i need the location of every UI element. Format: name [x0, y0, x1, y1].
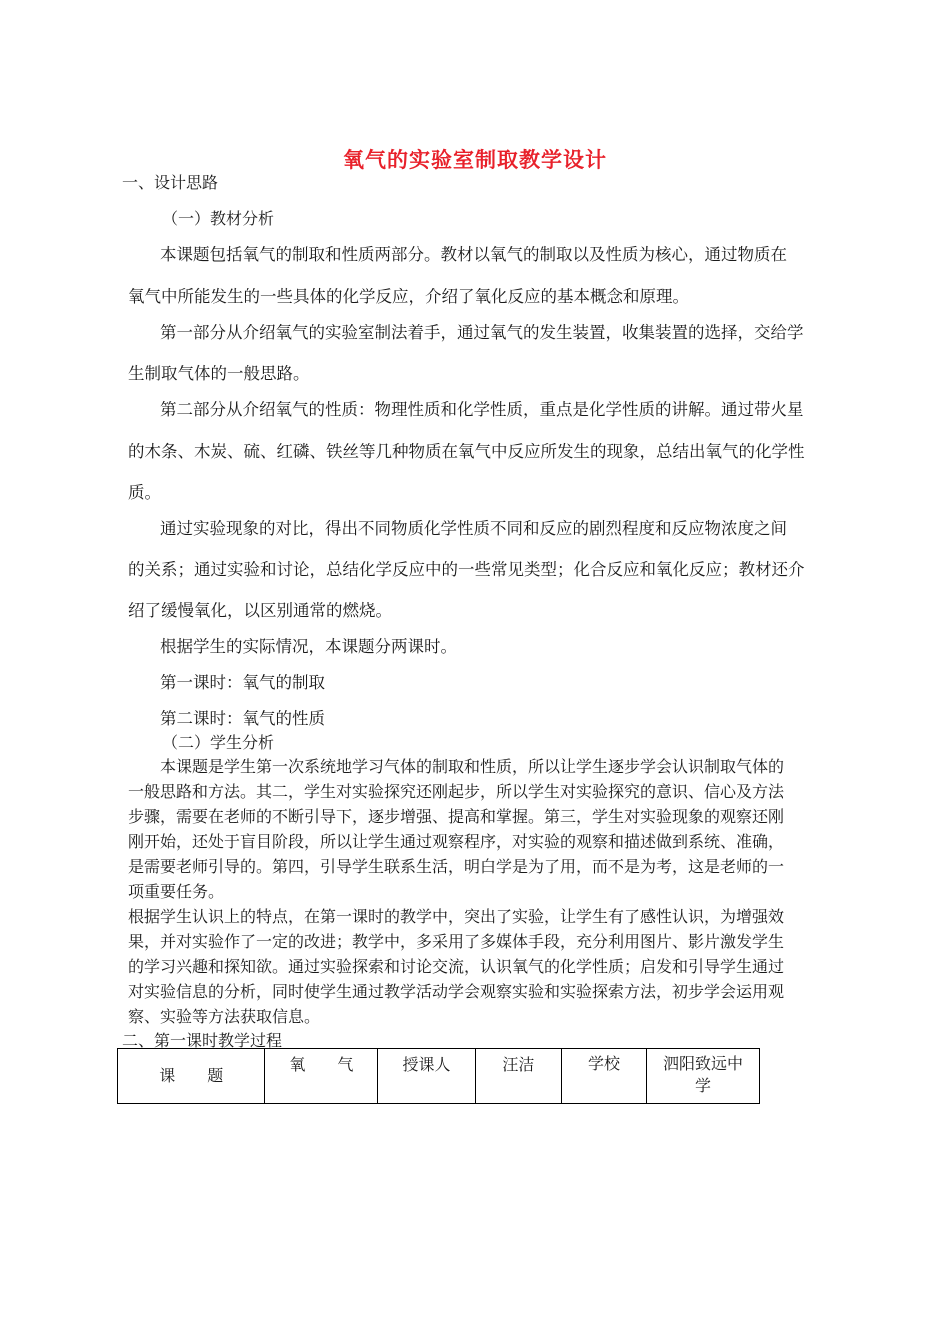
paragraph-line: 根据学生的实际情况，本课题分两课时。 [160, 637, 457, 656]
paragraph-line: 通过实验现象的对比，得出不同物质化学性质不同和反应的剧烈程度和反应物浓度之间 [160, 519, 787, 538]
table-cell: 课 题 [118, 1049, 265, 1104]
paragraph-line: 本课题包括氧气的制取和性质两部分。教材以氧气的制取以及性质为核心，通过物质在 [160, 245, 787, 264]
lesson-info-table [117, 1048, 760, 1104]
paragraph-line: 第一课时：氧气的制取 [160, 673, 325, 692]
subsection-heading-students: （二）学生分析 [162, 733, 275, 752]
paragraph-line: 根据学生认识上的特点，在第一课时的教学中，突出了实验，让学生有了感性认识，为增强效 [128, 907, 785, 926]
table-cell: 泗阳致远中学 [647, 1049, 760, 1104]
paragraph-line: 察、实验等方法获取信息。 [128, 1007, 321, 1026]
table-cell: 学校 [562, 1049, 647, 1104]
table-cell: 汪洁 [475, 1049, 561, 1104]
table-cell: 氧 气 [265, 1049, 378, 1104]
table-cell: 授课人 [378, 1049, 475, 1104]
paragraph-line: 的关系；通过实验和讨论，总结化学反应中的一些常见类型；化合反应和氧化反应；教材还介 [128, 560, 805, 579]
page-title: 氧气的实验室制取教学设计 [343, 148, 607, 172]
paragraph-line: 绍了缓慢氧化，以区别通常的燃烧。 [128, 601, 392, 620]
paragraph-line: 的木条、木炭、硫、红磷、铁丝等几种物质在氧气中反应所发生的现象，总结出氧气的化学性 [128, 442, 805, 461]
paragraph-line: 的学习兴趣和探知欲。通过实验探索和讨论交流，认识氧气的化学性质；启发和引导学生通过 [128, 957, 785, 976]
paragraph-line: 生制取气体的一般思路。 [128, 364, 310, 383]
paragraph-line: 对实验信息的分析，同时使学生通过教学活动学会观察实验和实验探索方法，初步学会运用观 [128, 982, 785, 1001]
section-heading-lesson-process: 二、第一课时教学过程 [122, 1031, 283, 1050]
paragraph-line: 质。 [128, 483, 161, 502]
paragraph-line: 氧气中所能发生的一些具体的化学反应，介绍了氧化反应的基本概念和原理。 [128, 287, 689, 306]
paragraph-line: 第二部分从介绍氧气的性质：物理性质和化学性质，重点是化学性质的讲解。通过带火星 [160, 400, 804, 419]
paragraph-line: 第二课时：氧气的性质 [160, 709, 325, 728]
section-heading-design-ideas: 一、设计思路 [122, 173, 219, 192]
paragraph-line: 第一部分从介绍氧气的实验室制法着手，通过氧气的发生装置，收集装置的选择，交给学 [160, 323, 804, 342]
paragraph-line: 是需要老师引导的。第四，引导学生联系生活，明白学是为了用，而不是为考，这是老师的一 [128, 857, 785, 876]
paragraph-line: 一般思路和方法。其二，学生对实验探究还刚起步，所以学生对实验探究的意识、信心及方法 [128, 782, 785, 801]
paragraph-line: 步骤，需要在老师的不断引导下，逐步增强、提高和掌握。第三，学生对实验现象的观察还刚 [128, 807, 785, 826]
paragraph-line: 本课题是学生第一次系统地学习气体的制取和性质，所以让学生逐步学会认识制取气体的 [160, 757, 785, 776]
paragraph-line: 刚开始，还处于盲目阶段，所以让学生通过观察程序，对实验的观察和描述做到系统、准确， [128, 832, 785, 851]
paragraph-line: 果，并对实验作了一定的改进；教学中，多采用了多媒体手段，充分利用图片、影片激发学生 [128, 932, 785, 951]
subsection-heading-textbook: （一）教材分析 [162, 209, 275, 228]
table-row [118, 1049, 760, 1104]
paragraph-line: 项重要任务。 [128, 882, 225, 901]
